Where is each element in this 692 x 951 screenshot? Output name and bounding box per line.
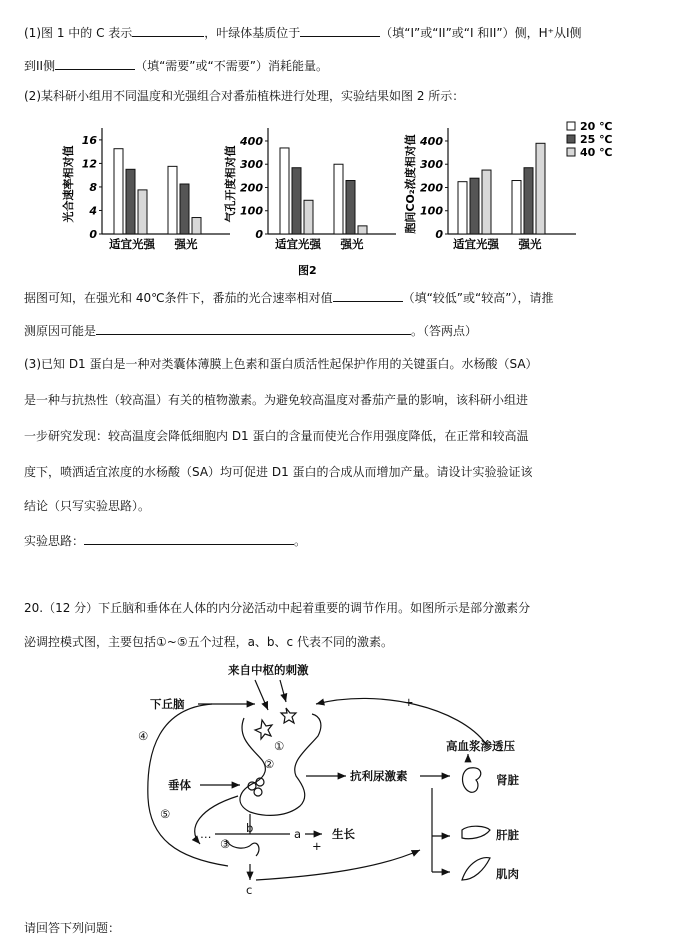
text: 测原因可能是 xyxy=(24,324,97,338)
target-gland xyxy=(226,840,259,856)
x-category-label: 适宜光强 xyxy=(109,237,155,251)
y-axis-label: 光合速率相对值 xyxy=(62,145,75,223)
bar xyxy=(114,149,123,234)
answer-blank[interactable] xyxy=(132,24,204,37)
chart-legend xyxy=(567,120,612,159)
bar xyxy=(192,218,201,234)
y-tick-label: 16 xyxy=(81,133,97,147)
bar xyxy=(180,184,189,234)
bar xyxy=(292,168,301,234)
kidney-label: 肾脏 xyxy=(496,773,519,787)
liver-icon xyxy=(462,826,490,839)
arrow xyxy=(256,850,420,880)
y-tick-label: 0 xyxy=(89,228,97,241)
adh-label: 抗利尿激素 xyxy=(350,769,408,783)
arrow xyxy=(280,680,286,702)
pituitary-outline xyxy=(240,714,321,815)
y-tick-label: 300 xyxy=(240,158,263,172)
muscle-label: 肌肉 xyxy=(496,867,519,881)
text: 实验思路： xyxy=(24,534,85,548)
y-tick-label: 0 xyxy=(435,228,443,241)
hormone-regulation-diagram xyxy=(0,658,692,898)
answer-blank[interactable] xyxy=(300,24,380,37)
kidney-icon xyxy=(463,768,481,793)
q19-part2-line2 xyxy=(24,322,477,339)
y-tick-label: 4 xyxy=(89,204,97,218)
figure-caption: 图2 xyxy=(298,264,317,277)
y-tick-label: 200 xyxy=(420,181,443,195)
hypothalamus-label: 下丘脑 xyxy=(150,697,185,711)
x-category-label: 强光 xyxy=(518,237,542,251)
x-category-label: 适宜光强 xyxy=(275,237,321,251)
bar xyxy=(126,169,135,234)
q20-ending: 请回答下列问题： xyxy=(24,921,121,935)
text: （填“较低”或“较高”），请推 xyxy=(402,291,554,305)
growth-label: 生长 xyxy=(332,827,355,841)
figure-2-bar-charts xyxy=(0,112,692,282)
y-tick-label: 400 xyxy=(420,134,443,148)
answer-blank[interactable] xyxy=(333,289,403,302)
legend-label: 40 ℃ xyxy=(580,146,613,159)
answer-blank[interactable] xyxy=(84,532,294,545)
q19-part3-line: 结论（只写实验思路）。 xyxy=(24,499,151,513)
pituitary-label: 垂体 xyxy=(168,778,191,792)
q19-part3-line: 度下，喷洒适宜浓度的水杨酸（SA）均可促进 D1 蛋白的合成从而增加产量。请设计实验验证该 xyxy=(24,465,533,479)
liver-label: 肝脏 xyxy=(496,828,519,842)
bar xyxy=(524,168,533,234)
y-tick-label: 100 xyxy=(420,204,443,218)
x-category-label: 强光 xyxy=(174,237,198,251)
q20-line: 20.（12 分）下丘脑和垂体在人体的内分泌活动中起着重要的调节作用。如图所示是部分激素分 xyxy=(24,601,531,615)
plus-sign: + xyxy=(312,839,322,853)
bar xyxy=(168,166,177,234)
q20-line: 泌调控模式图，主要包括①~⑤五个过程，a、b、c 代表不同的激素。 xyxy=(24,635,393,649)
gland-cell xyxy=(254,788,262,796)
bar xyxy=(536,143,545,234)
muscle-icon xyxy=(462,858,490,880)
y-axis-label: 气孔开度相对值 xyxy=(224,145,237,223)
x-category-label: 强光 xyxy=(340,237,364,251)
y-tick-label: 8 xyxy=(89,180,97,194)
process-5-label: ⑤ xyxy=(160,807,171,821)
process-1-label: ① xyxy=(274,739,285,753)
bar xyxy=(280,148,289,234)
y-tick-label: 12 xyxy=(81,157,97,171)
y-axis-label: 胞间CO₂浓度相对值 xyxy=(404,134,417,234)
legend-label: 25 ℃ xyxy=(580,133,613,146)
bar xyxy=(512,181,521,234)
x-category-label: 适宜光强 xyxy=(453,237,499,251)
text: 。 xyxy=(294,534,307,548)
text: （填“需要”或“不需要”）消耗能量。 xyxy=(135,59,328,73)
ellipsis: … xyxy=(200,827,212,841)
neuron-cell xyxy=(281,708,296,723)
text: 。（答两点） xyxy=(411,324,478,338)
text: 到II侧 xyxy=(24,59,56,73)
q19-part3-line: 是一种与抗热性（较高温）有关的植物激素。为避免较高温度对番茄产量的影响，该科研小组进 xyxy=(24,393,529,407)
arrow xyxy=(316,698,486,744)
answer-blank[interactable] xyxy=(55,57,135,70)
bar xyxy=(304,200,313,234)
legend-label: 20 ℃ xyxy=(580,120,613,133)
osmotic-pressure-label: 高血浆渗透压 xyxy=(446,739,515,753)
process-2-label: ② xyxy=(264,757,275,771)
y-tick-label: 0 xyxy=(255,228,263,241)
bar xyxy=(470,178,479,234)
q19-part3-line: 一步研究发现：较高温度会降低细胞内 D1 蛋白的含量而使光合作用强度降低，在正常和较高温 xyxy=(24,429,529,443)
q19-part1-line1 xyxy=(24,24,582,41)
stimulus-label: 来自中枢的刺激 xyxy=(228,663,309,677)
y-tick-label: 400 xyxy=(240,134,263,148)
plus-sign: + xyxy=(404,695,414,709)
q19-experiment-line xyxy=(24,532,306,549)
q19-part2-line1 xyxy=(24,289,553,306)
text: ，叶绿体基质位于 xyxy=(204,26,301,40)
hormone-a-label: a xyxy=(294,827,302,841)
legend-swatch xyxy=(567,148,575,156)
y-tick-label: 100 xyxy=(240,204,263,218)
text: （填“I”或“II”或“I 和II”）侧，H⁺从I侧 xyxy=(380,26,582,40)
q19-part3-line: (3)已知 D1 蛋白是一种对类囊体薄膜上色素和蛋白质活性起保护作用的关键蛋白。水杨酸（SA） xyxy=(24,357,538,371)
process-4-label: ④ xyxy=(138,729,149,743)
hormone-b-label: b xyxy=(246,821,254,835)
text: 据图可知，在强光和 40℃条件下，番茄的光合速率相对值 xyxy=(24,291,333,305)
q19-part1-line2 xyxy=(24,57,328,74)
hormone-c-label: c xyxy=(246,883,253,897)
process-3-label: ③ xyxy=(220,837,231,851)
legend-swatch xyxy=(567,135,575,143)
arrow xyxy=(255,680,268,710)
bar xyxy=(458,182,467,234)
bar xyxy=(346,181,355,234)
bar xyxy=(138,190,147,234)
bar xyxy=(358,226,367,234)
neuron-cell xyxy=(255,720,272,739)
y-tick-label: 300 xyxy=(420,158,443,172)
bar xyxy=(482,170,491,234)
text: (1)图 1 中的 C 表示 xyxy=(24,26,133,40)
q19-part2-intro: (2)某科研小组用不同温度和光强组合对番茄植株进行处理，实验结果如图 2 所示： xyxy=(24,89,465,103)
bar xyxy=(334,164,343,234)
answer-blank[interactable] xyxy=(96,322,411,335)
y-tick-label: 200 xyxy=(240,181,263,195)
legend-swatch xyxy=(567,122,575,130)
